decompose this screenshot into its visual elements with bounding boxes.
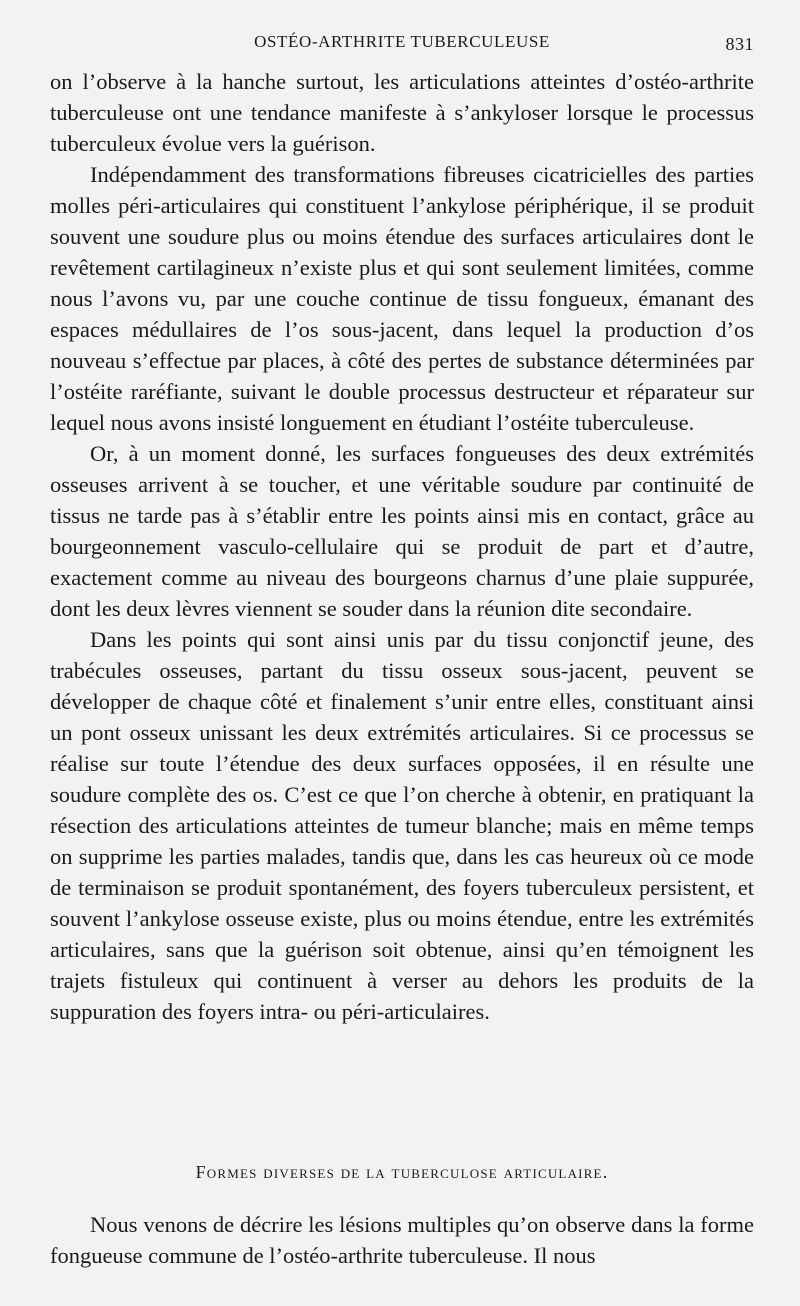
- running-title: OSTÉO-ARTHRITE TUBERCULEUSE: [254, 32, 550, 51]
- paragraph: Or, à un moment donné, les surfaces fongueuses des deux extrémités osseuses arrivent à se toucher, et une véritable soudure par continuité de tissus ne tarde pas à s’établir entre les points ainsi mis en contact, grâce au bourgeonnement vasculo-cellulaire qui se produit de part et d’autre, exactement comme au niveau des bourgeons charnus d’une plaie suppurée, dont les deux lèvres viennent se souder dans la réunion dite secondaire.: [50, 441, 754, 621]
- paragraph: Nous venons de décrire les lésions multiples qu’on observe dans la forme fongueuse commune de l’ostéo-arthrite tuberculeuse. Il nous: [50, 1212, 754, 1268]
- section-heading: Formes diverses de la tuberculose articulaire.: [195, 1162, 609, 1182]
- paragraph: Dans les points qui sont ainsi unis par du tissu conjonctif jeune, des trabécules osseuses, partant du tissu osseux sous-jacent, peuvent se développer de chaque côté et finalement s’unir entre elles, constituant ainsi un pont osseux unissant les deux extrémités articulaires. Si ce processus se réalise sur toute l’étendue des deux surfaces opposées, il en résulte une soudure complète des os. C’est ce que l’on cherche à obtenir, en pratiquant la résection des articulations atteintes de tumeur blanche; mais en même temps on supprime les parties malades, tandis que, dans les cas heureux où ce mode de terminaison se produit spontanément, des foyers tuberculeux persistent, et souvent l’ankylose osseuse existe, plus ou moins étendue, entre les extrémités articulaires, sans que la guérison soit obtenue, ainsi qu’en témoignent les trajets fistuleux qui continuent à verser au dehors les produits de la suppuration des foyers intra- ou péri-articulaires.: [50, 627, 754, 1024]
- running-header: [50, 30, 754, 54]
- page-number: 831: [725, 34, 754, 54]
- body-text: [50, 66, 754, 1027]
- final-paragraph-block: [50, 1209, 754, 1271]
- paragraph: Indépendamment des transformations fibreuses cicatricielles des parties molles péri-articulaires qui constituent l’ankylose périphérique, il se produit souvent une soudure plus ou moins étendue des surfaces articulaires dont le revêtement cartilagineux n’existe plus et qui sont seulement limitées, comme nous l’avons vu, par une couche continue de tissu fongueux, émanant des espaces médullaires de l’os sous-jacent, dans lequel la production d’os nouveau s’effectue par places, à côté des pertes de substance déterminées par l’ostéite raréfiante, suivant le double processus destructeur et réparateur sur lequel nous avons insisté longuement en étudiant l’ostéite tuberculeuse.: [50, 162, 754, 435]
- paragraph-continuation: on l’observe à la hanche surtout, les articulations atteintes d’ostéo-arthrite tuberculeuse ont une tendance manifeste à s’ankyloser lorsque le processus tuberculeux évolue vers la guérison.: [50, 69, 754, 156]
